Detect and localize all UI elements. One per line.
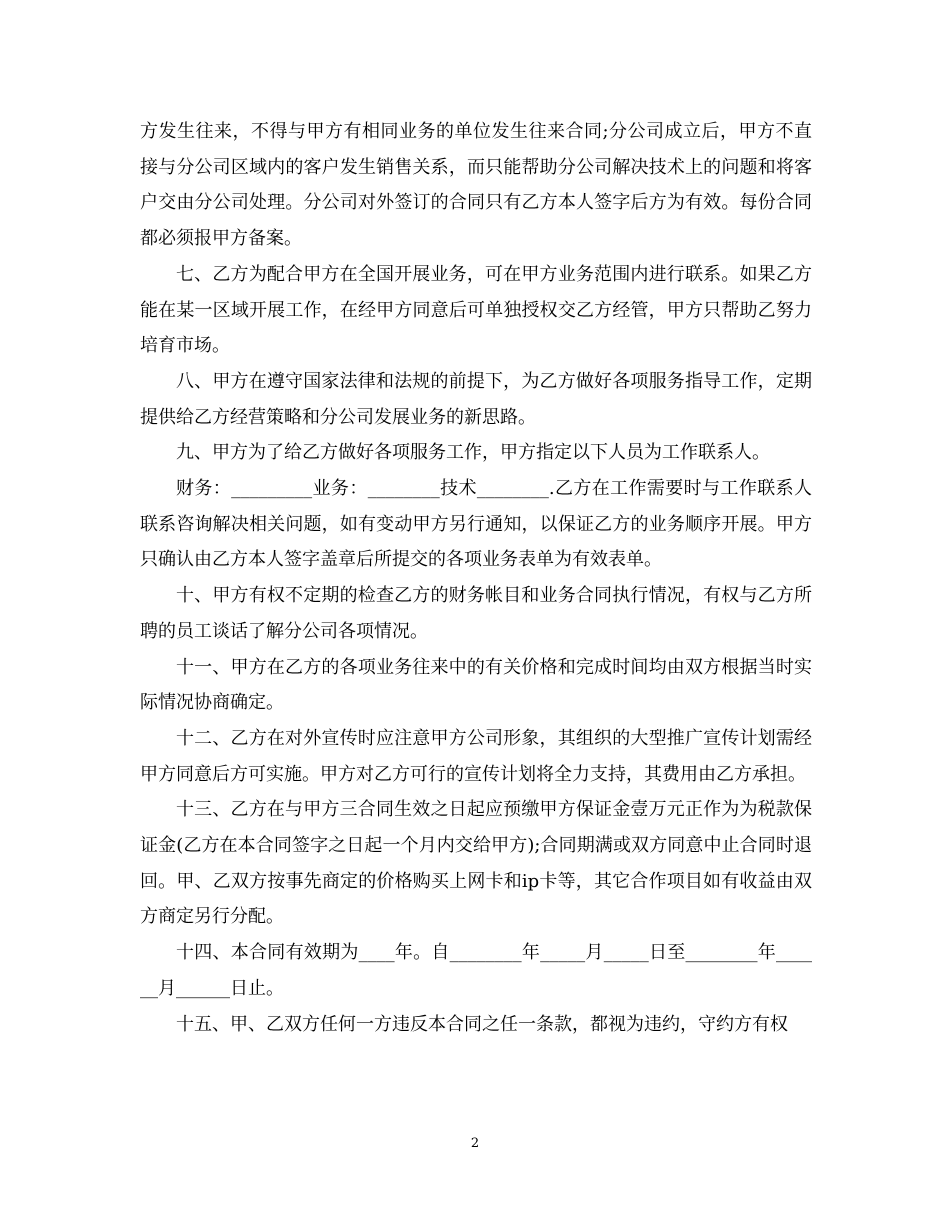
clause-8: 八、甲方在遵守国家法律和法规的前提下，为乙方做好各项服务指导工作，定期提供给乙方经营策略和分公司发展业务的新思路。 bbox=[140, 370, 812, 428]
clause-10: 十、甲方有权不定期的检查乙方的财务帐目和业务合同执行情况，有权与乙方所聘的员工谈话了解分公司各项情况。 bbox=[140, 585, 812, 642]
page-number: 2 bbox=[470, 1136, 480, 1151]
clause-15: 十五、甲、乙双方任何一方违反本合同之任一条款，都视为违约，守约方有权 bbox=[176, 1013, 788, 1035]
paragraph-continuation: 方发生往来，不得与甲方有相同业务的单位发生往来合同;分公司成立后，甲方不直接与分公司区域内的客户发生销售关系，而只能帮助分公司解决技术上的问题和将客户交由分公司处理。分公司对外签订的合同只有乙方本人签字后方为有效。每份合同都必须报甲方备案。 bbox=[140, 121, 812, 250]
clause-9: 九、甲方为了给乙方做好各项服务工作，甲方指定以下人员为工作联系人。 bbox=[176, 442, 770, 464]
clause-12: 十二、乙方在对外宣传时应注意甲方公司形象，其组织的大型推广宣传计划需经甲方同意后方可实施。甲方对乙方可行的宣传计划将全力支持，其费用由乙方承担。 bbox=[140, 727, 812, 785]
clause-14: 十四、本合同有效期为____年。自________年_____月_____日至________年______月______日止。 bbox=[140, 942, 812, 999]
clause-11: 十一、甲方在乙方的各项业务往来中的有关价格和完成时间均由双方根据当时实际情况协商确定。 bbox=[140, 656, 812, 714]
document-body bbox=[140, 114, 812, 1042]
clause-13: 十三、乙方在与甲方三合同生效之日起应预缴甲方保证金壹万元正作为为税款保证金(乙方在本合同签字之日起一个月内交给甲方);合同期满或双方同意中止合同时退回。甲、乙双方按事先商定的价格购买上网卡和ip卡等，其它合作项目如有收益由双方商定另行分配。 bbox=[140, 799, 812, 928]
clause-7: 七、乙方为配合甲方在全国开展业务，可在甲方业务范围内进行联系。如果乙方能在某一区域开展工作，在经甲方同意后可单独授权交乙方经管，甲方只帮助乙努力培育市场。 bbox=[140, 263, 812, 357]
contact-persons-paragraph: 财务：_________业务：________技术________.乙方在工作需要时与工作联系人联系咨询解决相关问题，如有变动甲方另行通知，以保证乙方的业务顺序开展。甲方只确认由乙方本人签字盖章后所提交的各项业务表单为有效表单。 bbox=[140, 478, 812, 571]
